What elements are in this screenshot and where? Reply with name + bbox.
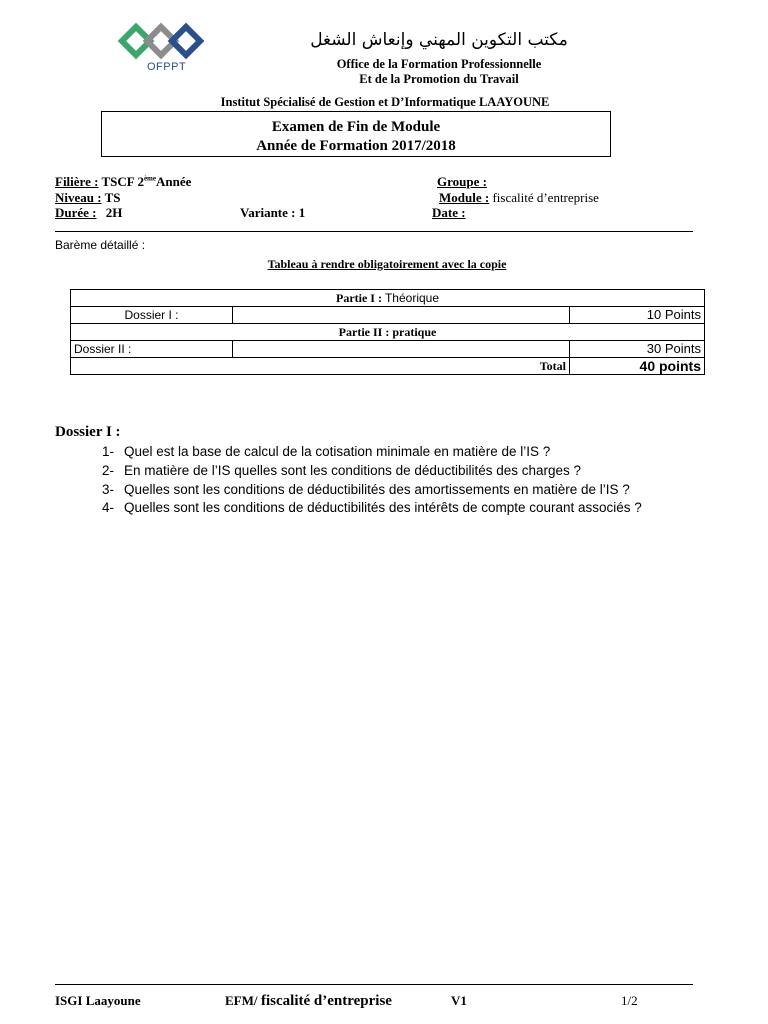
question-text: Quel est la base de calcul de la cotisation minimale en matière de l’IS ?	[124, 444, 551, 459]
filiere-suffix: Année	[156, 174, 192, 189]
filiere-row	[55, 174, 191, 190]
duree-row	[55, 205, 122, 221]
partie1-cell	[71, 290, 705, 307]
footer-variant: V1	[451, 993, 467, 1008]
filiere-value: TSCF 2	[101, 174, 144, 189]
module-row	[439, 190, 599, 206]
exam-title-box	[101, 111, 611, 157]
dossier2-points: 30 Points	[570, 341, 705, 358]
logo-text: OFPPT	[147, 61, 187, 73]
table-title: Tableau à rendre obligatoirement avec la copie	[267, 257, 507, 271]
dossier2-cell: Dossier II :	[71, 341, 233, 358]
question-item	[102, 463, 581, 478]
filiere-sup: ème	[143, 174, 156, 183]
dossier1-points: 10 Points	[570, 307, 705, 324]
header-divider	[55, 231, 693, 232]
table-row	[71, 341, 705, 358]
question-number: 3-	[102, 482, 115, 497]
date-label: Date :	[432, 205, 466, 220]
question-text: Quelles sont les conditions de déductibilités des amortissements en matière de l’IS ?	[124, 482, 630, 497]
niveau-value: TS	[104, 190, 121, 205]
exam-year: Année de Formation 2017/2018	[256, 138, 456, 154]
footer-efm-module: fiscalité d’entreprise	[261, 993, 392, 1009]
office-name	[300, 57, 578, 87]
table-row	[71, 358, 705, 375]
footer-efm-prefix: EFM/	[225, 993, 258, 1008]
duree-value: 2H	[105, 205, 123, 220]
dossier-title: Dossier I :	[55, 424, 121, 440]
bareme-label: Barème détaillé :	[55, 238, 146, 252]
office-line-1: Office de la Formation Professionnelle	[336, 57, 542, 71]
dossier1-cell: Dossier I :	[71, 307, 233, 324]
question-item	[102, 500, 642, 515]
module-label: Module :	[439, 190, 490, 205]
question-text: Quelles sont les conditions de déductibilités des intérêts de compte courant associés ?	[124, 500, 642, 515]
question-item	[102, 482, 630, 497]
footer-page: 1/2	[621, 993, 638, 1008]
bareme-table	[70, 289, 705, 375]
total-label: Total	[71, 358, 570, 375]
question-text: En matière de l’IS quelles sont les conditions de déductibilités des charges ?	[124, 463, 582, 478]
footer-school: ISGI Laayoune	[55, 993, 141, 1008]
total-points: 40 points	[570, 358, 705, 375]
exam-title: Examen de Fin de Module	[271, 119, 441, 135]
footer-divider	[55, 984, 693, 985]
question-number: 4-	[102, 500, 115, 515]
partie1-rest: Théorique	[384, 291, 440, 305]
footer-efm	[225, 993, 392, 1010]
question-number: 1-	[102, 444, 115, 459]
module-value: fiscalité d’entreprise	[492, 190, 599, 205]
groupe-label: Groupe :	[437, 174, 487, 189]
filiere-label: Filière :	[55, 174, 99, 189]
partie2-cell: Partie II : pratique	[71, 324, 705, 341]
table-row	[71, 307, 705, 324]
office-line-2: Et de la Promotion du Travail	[359, 72, 519, 86]
table-row	[71, 324, 705, 341]
question-item	[102, 444, 550, 459]
dossier2-blank	[233, 341, 570, 358]
niveau-row	[55, 190, 121, 206]
dossier1-blank	[233, 307, 570, 324]
arabic-title: مكتب التكوين المهني وإنعاش الشغل	[310, 30, 568, 50]
niveau-label: Niveau :	[55, 190, 102, 205]
duree-label: Durée :	[55, 205, 97, 220]
table-row	[71, 290, 705, 307]
partie1-bold: Partie I :	[335, 291, 382, 305]
question-number: 2-	[102, 463, 115, 478]
institut-name: Institut Spécialisé de Gestion et D’Informatique LAAYOUNE	[220, 95, 550, 109]
variante-label: Variante : 1	[240, 205, 306, 220]
